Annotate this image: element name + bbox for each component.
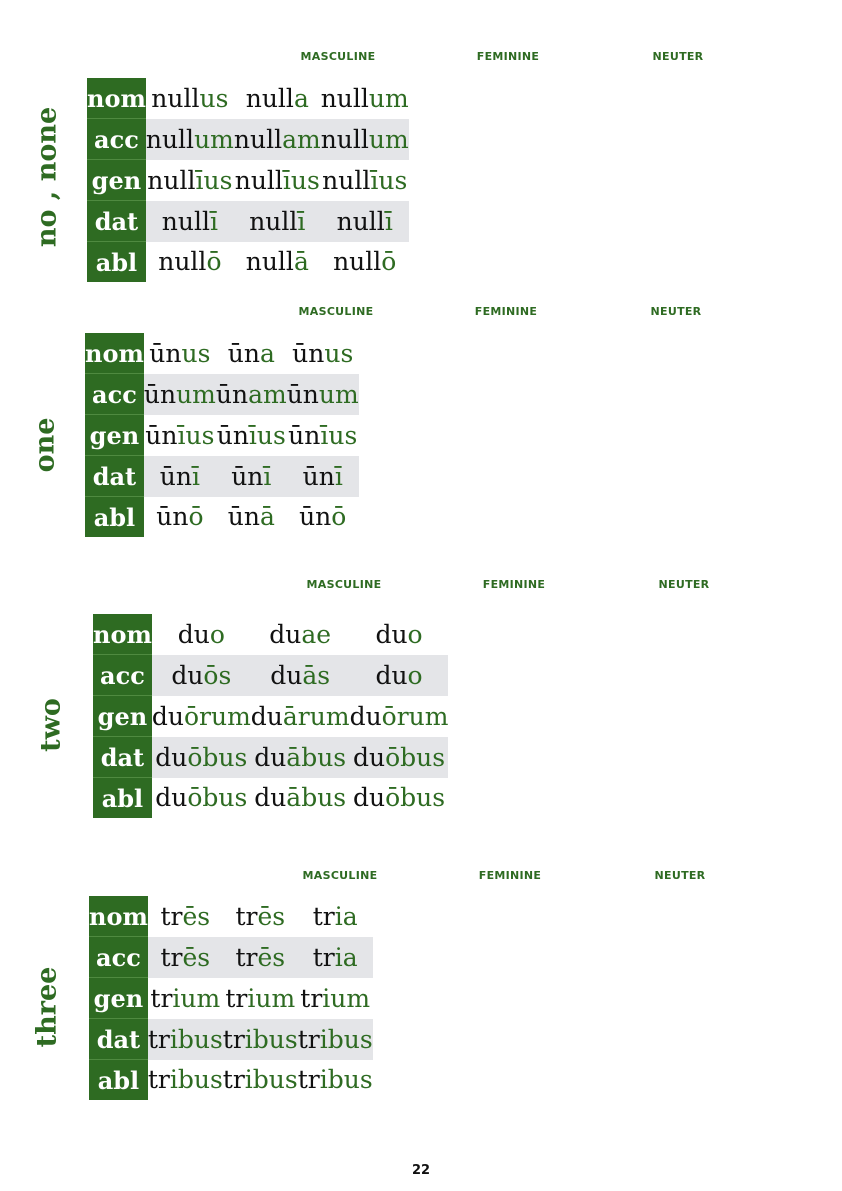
ending: am: [282, 124, 321, 154]
ending: ibus: [169, 1065, 223, 1095]
stem: null: [151, 83, 200, 113]
table-row: [85, 456, 359, 497]
case-label: acc: [93, 655, 152, 696]
form-cell: [251, 696, 350, 737]
stem: ūn: [145, 420, 178, 450]
ending: ium: [172, 983, 221, 1013]
stem: tr: [300, 983, 323, 1013]
stem: ūn: [299, 502, 332, 532]
case-label: acc: [87, 119, 146, 160]
ending: ōs: [203, 660, 232, 690]
ending: am: [248, 379, 287, 409]
table-row: [93, 696, 448, 737]
form-cell: [144, 415, 216, 456]
ending: ae: [301, 619, 332, 649]
form-cell: [321, 160, 409, 201]
form-cell: [223, 896, 298, 937]
stem: tr: [235, 901, 258, 931]
ending: ibus: [319, 1024, 373, 1054]
stem: null: [145, 124, 195, 154]
stem: ūn: [292, 338, 325, 368]
ending: a: [293, 83, 309, 113]
ending: a: [259, 338, 275, 368]
form-cell: [148, 1019, 223, 1060]
stem: ūn: [215, 379, 249, 409]
stem: null: [234, 165, 283, 195]
stem: ūn: [149, 338, 182, 368]
ending: ia: [334, 901, 358, 931]
ending: um: [368, 124, 409, 154]
table-row: [89, 1060, 373, 1101]
table-row: [87, 160, 409, 201]
ending: ibus: [169, 1024, 223, 1054]
stem: ūn: [288, 420, 321, 450]
ending: us: [181, 338, 211, 368]
stem: du: [352, 783, 386, 813]
ending: ās: [302, 660, 331, 690]
stem: du: [254, 783, 287, 813]
ending: ibus: [244, 1065, 298, 1095]
case-label: nom: [85, 333, 144, 374]
form-cell: [152, 614, 251, 655]
ending: ēs: [182, 942, 211, 972]
ending: īus: [195, 165, 233, 195]
form-cell: [152, 737, 251, 778]
ending: ārum: [282, 701, 350, 731]
stem: null: [158, 247, 207, 277]
ending: ābus: [286, 742, 347, 772]
ending: ī: [209, 206, 218, 236]
case-label: abl: [85, 497, 144, 538]
form-cell: [144, 333, 216, 374]
form-cell: [234, 78, 321, 119]
form-cell: [148, 1060, 223, 1101]
stem: tr: [150, 983, 173, 1013]
form-cell: [298, 896, 373, 937]
form-cell: [216, 456, 287, 497]
form-cell: [146, 78, 234, 119]
form-cell: [152, 655, 251, 696]
form-cell: [350, 778, 449, 819]
case-label: dat: [85, 456, 144, 497]
form-cell: [144, 456, 216, 497]
table-row: [87, 242, 409, 283]
form-cell: [146, 160, 234, 201]
stem: du: [349, 701, 382, 731]
header-neuter: NEUTER: [654, 869, 706, 882]
stem: du: [155, 783, 188, 813]
form-cell: [350, 737, 449, 778]
stem: null: [147, 165, 196, 195]
table-row: [93, 778, 448, 819]
form-cell: [234, 242, 321, 283]
table-row: [89, 896, 373, 937]
ending: ium: [247, 983, 296, 1013]
stem: tr: [222, 1024, 245, 1054]
ending: ī: [334, 461, 343, 491]
ending: ōbus: [187, 742, 248, 772]
form-cell: [223, 937, 298, 978]
ending: ō: [331, 502, 347, 532]
form-cell: [144, 374, 216, 415]
form-cell: [251, 655, 350, 696]
form-cell: [251, 778, 350, 819]
ending: ō: [206, 247, 222, 277]
form-cell: [350, 614, 449, 655]
stem: du: [352, 742, 386, 772]
ending: ibus: [319, 1065, 373, 1095]
form-cell: [216, 415, 287, 456]
form-cell: [148, 896, 223, 937]
form-cell: [144, 497, 216, 538]
header-masculine: MASCULINE: [302, 869, 378, 882]
ending: ō: [381, 247, 397, 277]
form-cell: [298, 1019, 373, 1060]
case-label: dat: [89, 1019, 148, 1060]
header-masculine: MASCULINE: [306, 578, 382, 591]
ending: o: [407, 660, 423, 690]
stem: null: [333, 247, 382, 277]
form-cell: [216, 374, 287, 415]
case-label: abl: [93, 778, 152, 819]
form-cell: [321, 242, 409, 283]
ending: ōrum: [381, 701, 449, 731]
ending: ī: [384, 206, 393, 236]
table-row: [85, 333, 359, 374]
case-label: dat: [87, 201, 146, 242]
stem: tr: [312, 942, 335, 972]
form-cell: [321, 78, 409, 119]
table-row: [85, 497, 359, 538]
stem: null: [245, 247, 294, 277]
stem: tr: [160, 901, 183, 931]
ending: ōbus: [187, 783, 248, 813]
form-cell: [216, 333, 287, 374]
form-cell: [287, 456, 359, 497]
declension-table: [93, 614, 448, 818]
form-cell: [321, 119, 409, 160]
header-feminine: FEMININE: [482, 578, 546, 591]
case-label: gen: [87, 160, 146, 201]
header-feminine: FEMININE: [478, 869, 542, 882]
header-feminine: FEMININE: [476, 50, 540, 63]
ending: īus: [282, 165, 320, 195]
stem: ūn: [143, 379, 177, 409]
table-row: [87, 201, 409, 242]
form-cell: [287, 374, 359, 415]
header-feminine: FEMININE: [474, 305, 538, 318]
ending: ibus: [244, 1024, 298, 1054]
table-row: [89, 978, 373, 1019]
declension-table: [89, 896, 373, 1100]
header-neuter: NEUTER: [658, 578, 710, 591]
table-row: [87, 78, 409, 119]
block-label: no , none: [31, 106, 63, 248]
stem: ūn: [231, 461, 264, 491]
stem: null: [245, 83, 294, 113]
ending: us: [324, 338, 354, 368]
form-cell: [321, 201, 409, 242]
stem: ūn: [286, 379, 319, 409]
form-cell: [234, 201, 321, 242]
ending: o: [407, 619, 423, 649]
header-neuter: NEUTER: [652, 50, 704, 63]
header-masculine: MASCULINE: [298, 305, 374, 318]
ending: ium: [322, 983, 371, 1013]
ending: o: [209, 619, 225, 649]
block-label: one: [29, 417, 61, 473]
ending: um: [318, 379, 359, 409]
stem: ūn: [302, 461, 335, 491]
stem: ūn: [156, 502, 189, 532]
ending: ia: [334, 942, 358, 972]
ending: ī: [297, 206, 306, 236]
stem: du: [254, 742, 287, 772]
stem: tr: [235, 942, 258, 972]
form-cell: [146, 242, 234, 283]
ending: ōrum: [183, 701, 251, 731]
stem: null: [233, 124, 283, 154]
stem: null: [249, 206, 298, 236]
form-cell: [287, 497, 359, 538]
form-cell: [350, 655, 449, 696]
form-cell: [287, 415, 359, 456]
stem: tr: [225, 983, 248, 1013]
form-cell: [223, 978, 298, 1019]
case-label: dat: [93, 737, 152, 778]
case-label: gen: [85, 415, 144, 456]
ending: ā: [293, 247, 309, 277]
table-row: [89, 1019, 373, 1060]
stem: du: [171, 660, 204, 690]
ending: īus: [370, 165, 408, 195]
stem: ūn: [227, 338, 260, 368]
form-cell: [152, 778, 251, 819]
case-label: nom: [87, 78, 146, 119]
ending: ā: [259, 502, 275, 532]
ending: ēs: [257, 901, 286, 931]
page-number: 22: [411, 1163, 431, 1178]
ending: ōbus: [385, 783, 446, 813]
stem: ūn: [216, 420, 249, 450]
ending: īus: [320, 420, 358, 450]
ending: īus: [177, 420, 215, 450]
case-label: nom: [89, 896, 148, 937]
declension-table: [87, 78, 409, 282]
case-label: abl: [87, 242, 146, 283]
ending: ī: [263, 461, 272, 491]
stem: null: [336, 206, 385, 236]
form-cell: [251, 614, 350, 655]
stem: null: [320, 83, 369, 113]
form-cell: [148, 978, 223, 1019]
stem: tr: [147, 1065, 170, 1095]
ending: ō: [188, 502, 204, 532]
stem: du: [155, 742, 188, 772]
ending: ōbus: [385, 742, 446, 772]
form-cell: [298, 937, 373, 978]
ending: ābus: [286, 783, 347, 813]
ending: ēs: [257, 942, 286, 972]
stem: ūn: [159, 461, 192, 491]
form-cell: [152, 696, 251, 737]
form-cell: [234, 160, 321, 201]
case-label: gen: [89, 978, 148, 1019]
table-row: [87, 119, 409, 160]
stem: tr: [312, 901, 335, 931]
case-label: nom: [93, 614, 152, 655]
block-label: two: [35, 698, 67, 752]
header-neuter: NEUTER: [650, 305, 702, 318]
ending: ī: [191, 461, 200, 491]
form-cell: [298, 978, 373, 1019]
case-label: abl: [89, 1060, 148, 1101]
block-label: three: [31, 966, 63, 1048]
form-cell: [350, 696, 449, 737]
form-cell: [146, 201, 234, 242]
table-row: [93, 655, 448, 696]
ending: ēs: [182, 901, 211, 931]
form-cell: [234, 119, 321, 160]
declension-table: [85, 333, 359, 537]
ending: um: [368, 83, 409, 113]
stem: tr: [297, 1065, 320, 1095]
form-cell: [223, 1060, 298, 1101]
stem: du: [269, 619, 302, 649]
case-label: gen: [93, 696, 152, 737]
form-cell: [216, 497, 287, 538]
form-cell: [223, 1019, 298, 1060]
case-label: acc: [85, 374, 144, 415]
stem: du: [177, 619, 210, 649]
stem: du: [151, 701, 184, 731]
stem: du: [270, 660, 303, 690]
stem: ūn: [227, 502, 260, 532]
stem: tr: [297, 1024, 320, 1054]
form-cell: [251, 737, 350, 778]
ending: īus: [248, 420, 286, 450]
stem: null: [322, 165, 371, 195]
ending: us: [199, 83, 229, 113]
stem: du: [375, 660, 408, 690]
stem: tr: [160, 942, 183, 972]
case-label: acc: [89, 937, 148, 978]
stem: null: [320, 124, 369, 154]
ending: um: [194, 124, 234, 154]
stem: tr: [147, 1024, 170, 1054]
form-cell: [148, 937, 223, 978]
header-masculine: MASCULINE: [300, 50, 376, 63]
table-row: [93, 614, 448, 655]
stem: du: [375, 619, 408, 649]
table-row: [85, 374, 359, 415]
table-row: [85, 415, 359, 456]
ending: um: [176, 379, 216, 409]
stem: null: [161, 206, 210, 236]
form-cell: [298, 1060, 373, 1101]
table-row: [93, 737, 448, 778]
form-cell: [287, 333, 359, 374]
stem: du: [250, 701, 283, 731]
stem: tr: [222, 1065, 245, 1095]
form-cell: [146, 119, 234, 160]
table-row: [89, 937, 373, 978]
